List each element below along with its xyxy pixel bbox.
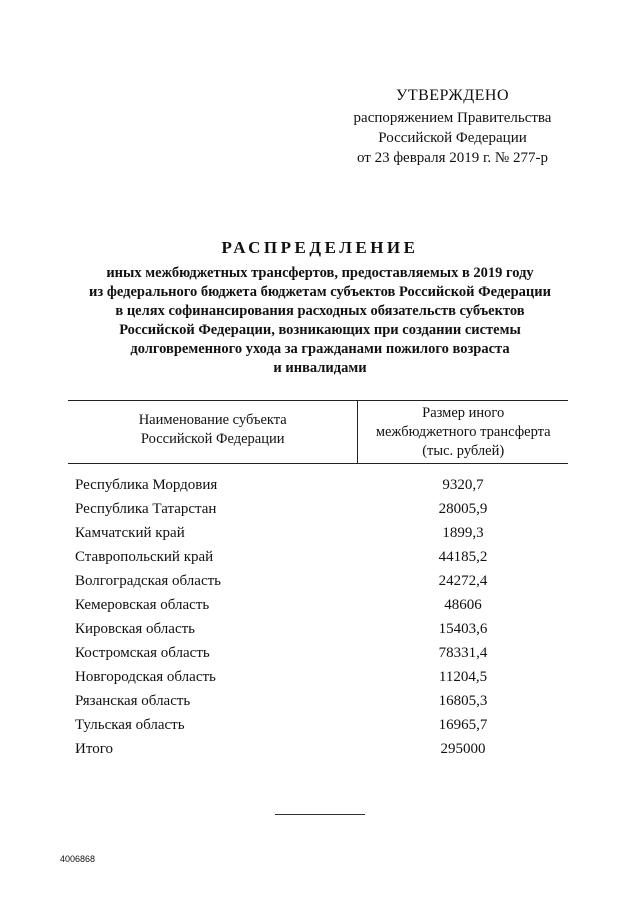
- transfer-amount: 48606: [444, 596, 482, 613]
- transfer-amount: 9320,7: [442, 476, 484, 493]
- transfer-amount: 44185,2: [438, 548, 488, 565]
- approval-date-number: от 23 февраля 2019 г. № 277-р: [356, 150, 548, 166]
- region-name: Новгородская область: [75, 668, 216, 685]
- region-name: Тульская область: [75, 716, 185, 733]
- region-name: Республика Татарстан: [75, 500, 217, 517]
- title-line: и инвалидами: [273, 360, 367, 376]
- transfer-amount: 15403,6: [438, 620, 488, 637]
- table-row: [68, 497, 568, 521]
- title-main: РАСПРЕДЕЛЕНИЕ: [221, 238, 419, 257]
- approval-line: распоряжением Правительства: [353, 110, 552, 126]
- transfer-amount: 16805,3: [438, 692, 488, 709]
- region-name: Волгоградская область: [75, 572, 221, 589]
- end-of-document-line: [275, 814, 365, 815]
- total-amount: 295000: [440, 740, 486, 757]
- region-name: Кировская область: [75, 620, 196, 637]
- table-row: [68, 473, 568, 497]
- header-text: Размер иного: [422, 404, 505, 421]
- region-name: Камчатский край: [75, 524, 185, 541]
- approval-stamp: [330, 86, 575, 168]
- table-header: [68, 401, 568, 464]
- region-name: Рязанская область: [75, 692, 191, 709]
- column-header-subject: [68, 401, 358, 463]
- approval-line: Российской Федерации: [378, 130, 527, 146]
- distribution-table: [68, 400, 568, 761]
- column-header-amount: [358, 401, 568, 463]
- title-line: из федерального бюджета бюджетам субъектов Российской Федерации: [89, 284, 551, 300]
- document-title: [60, 238, 580, 378]
- transfer-amount: 78331,4: [438, 644, 488, 661]
- total-label: Итого: [75, 740, 113, 757]
- region-name: Костромская область: [75, 644, 210, 661]
- title-line: в целях софинансирования расходных обязательств субъектов: [115, 303, 525, 319]
- table-row: [68, 689, 568, 713]
- header-text: межбюджетного трансферта: [375, 423, 551, 440]
- approval-heading: УТВЕРЖДЕНО: [395, 87, 509, 104]
- transfer-amount: 28005,9: [438, 500, 488, 517]
- table-row: [68, 665, 568, 689]
- table-row: [68, 521, 568, 545]
- table-row: [68, 641, 568, 665]
- transfer-amount: 1899,3: [442, 524, 484, 541]
- header-text: Российской Федерации: [140, 431, 285, 447]
- table-row: [68, 569, 568, 593]
- transfer-amount: 16965,7: [438, 716, 488, 733]
- region-name: Ставропольский край: [75, 548, 214, 565]
- transfer-amount: 24272,4: [438, 572, 488, 589]
- table-row: [68, 593, 568, 617]
- title-line: Российской Федерации, возникающих при создании системы: [119, 322, 521, 338]
- header-text: Наименование субъекта: [138, 412, 287, 428]
- title-line: иных межбюджетных трансфертов, предоставляемых в 2019 году: [106, 265, 534, 281]
- region-name: Республика Мордовия: [75, 476, 218, 493]
- document-code: 4006868: [60, 854, 96, 864]
- region-name: Кемеровская область: [75, 596, 210, 613]
- table-row: [68, 545, 568, 569]
- table-row: [68, 617, 568, 641]
- transfer-amount: 11204,5: [438, 668, 488, 685]
- table-row: [68, 713, 568, 737]
- table-body: [68, 473, 568, 761]
- header-text: (тыс. рублей): [422, 442, 505, 459]
- table-row-total: [68, 737, 568, 761]
- title-line: долговременного ухода за гражданами пожилого возраста: [130, 341, 510, 357]
